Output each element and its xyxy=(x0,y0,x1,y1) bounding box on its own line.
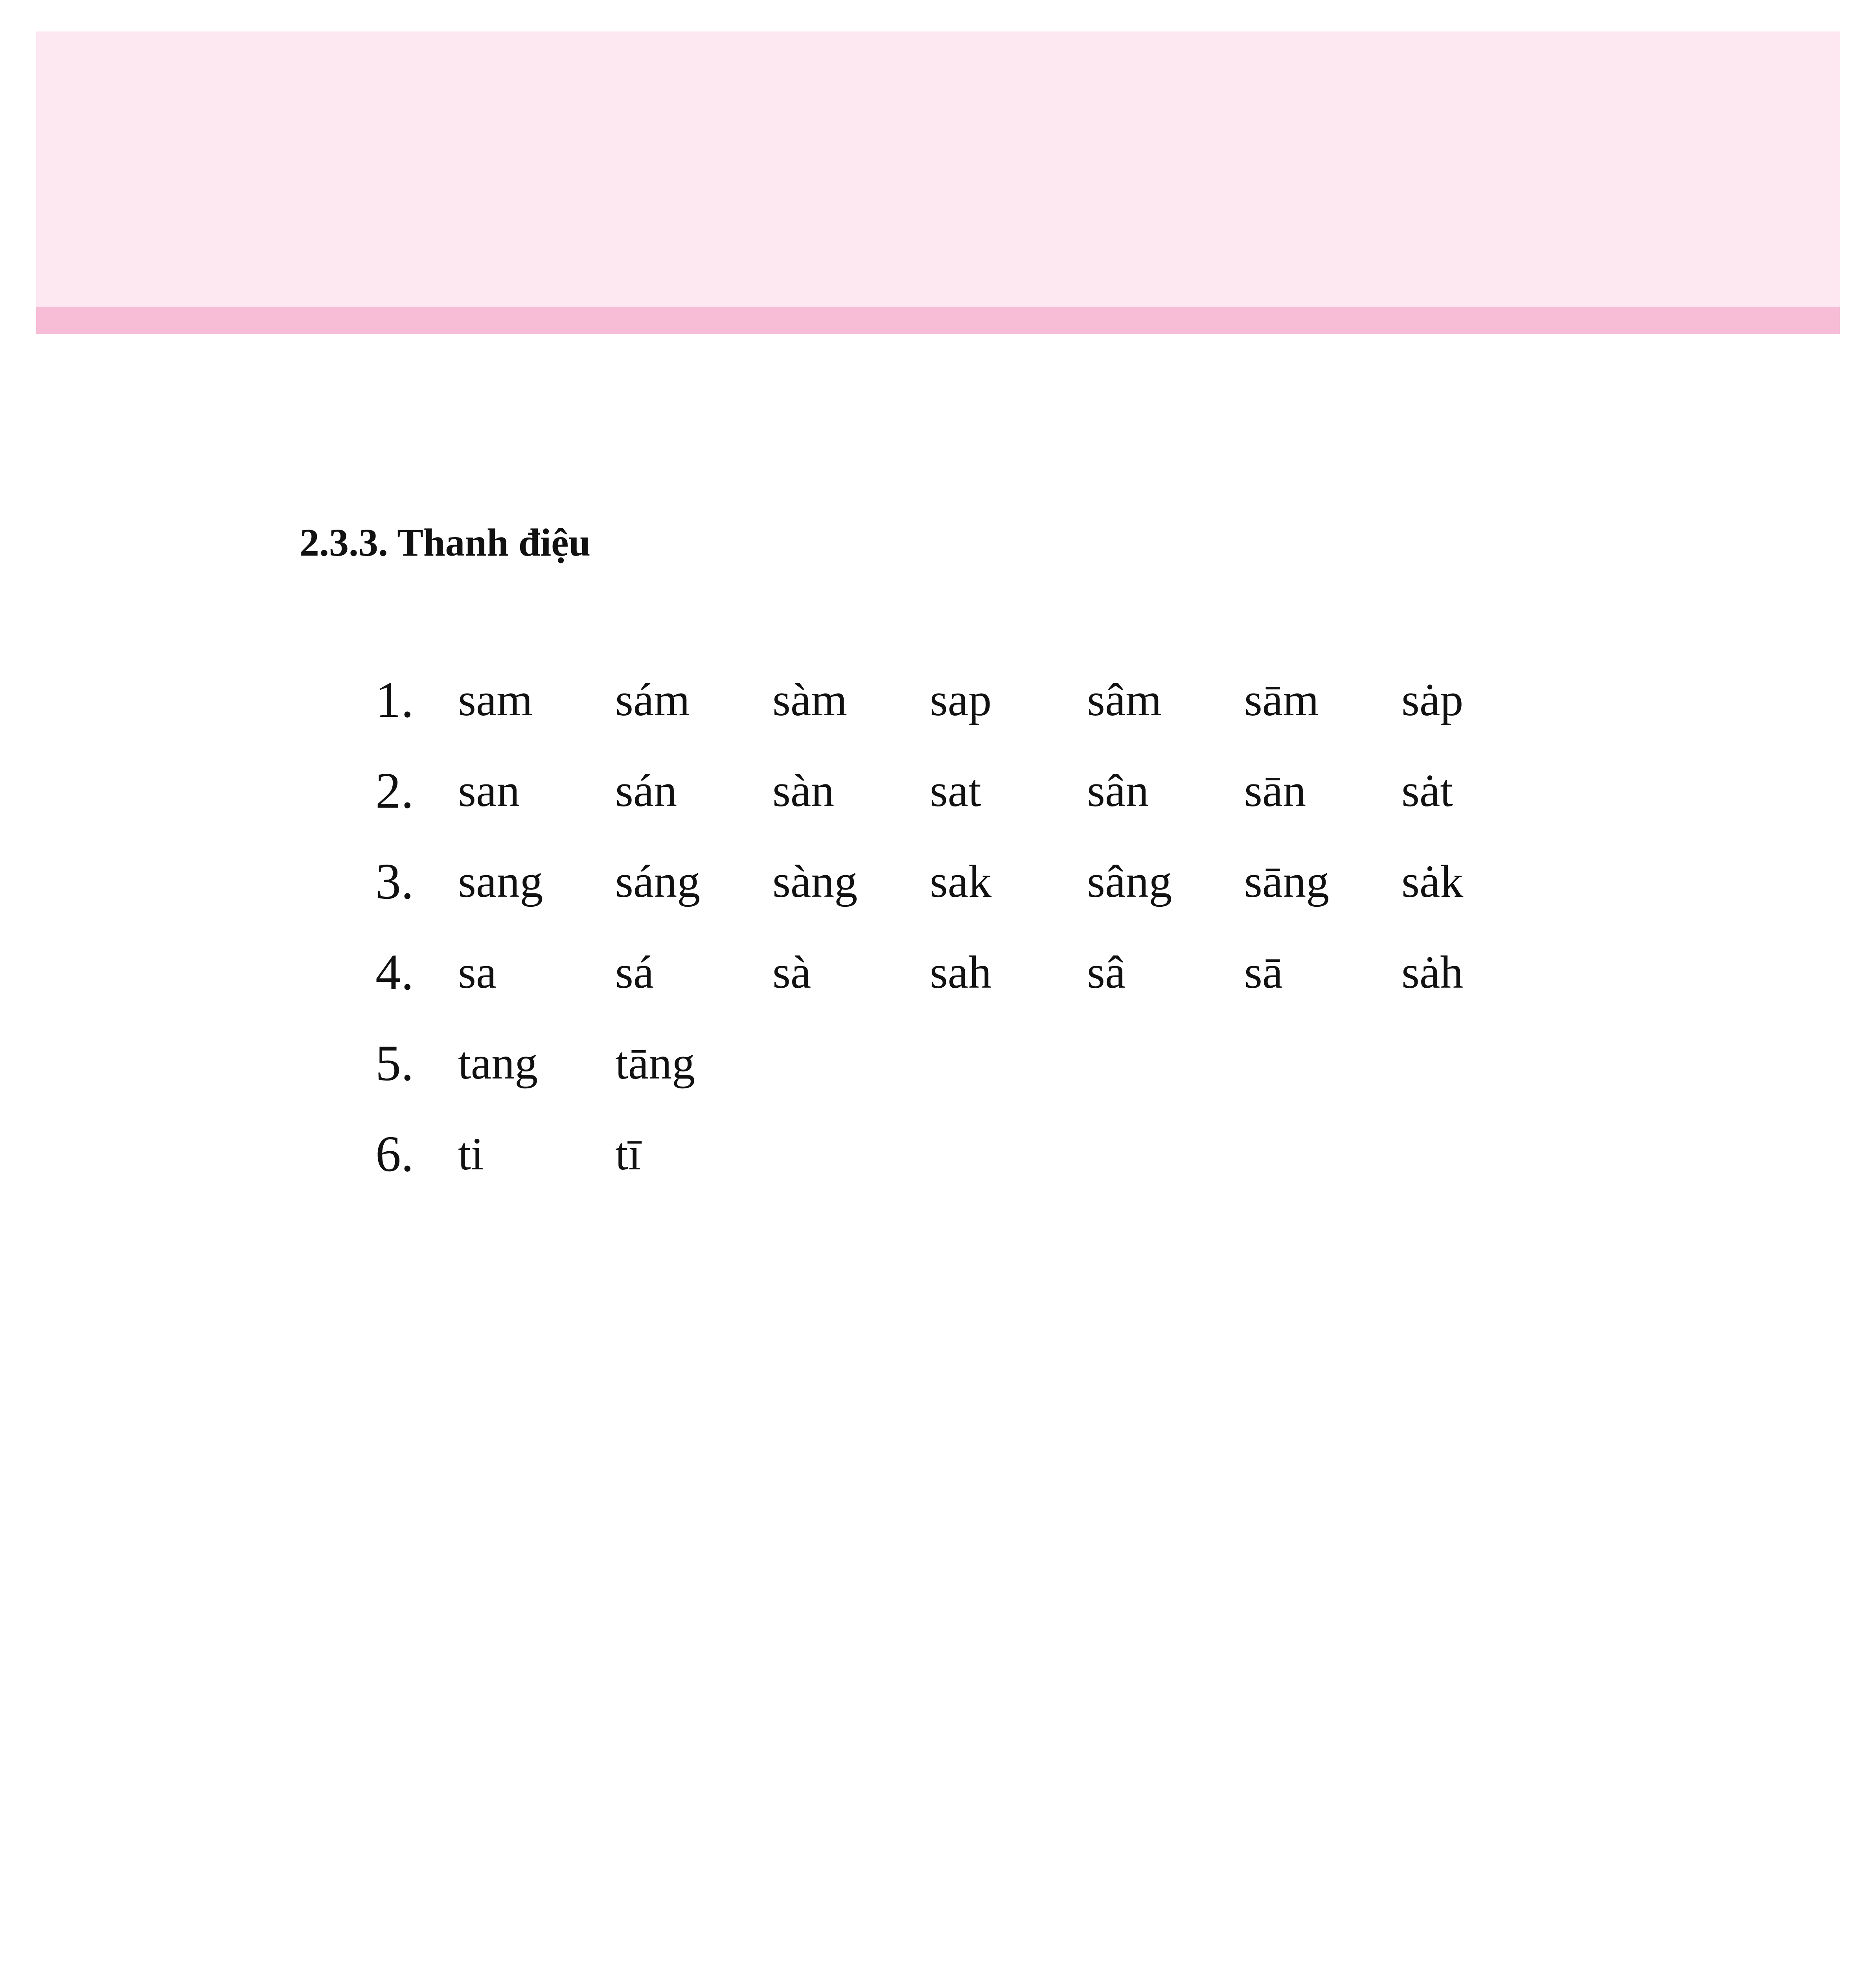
syllable: sȧp xyxy=(1401,674,1464,725)
syllable: sám xyxy=(615,674,690,725)
header-stripe xyxy=(36,307,1840,334)
section-heading: 2.3.3. Thanh điệu xyxy=(300,521,591,564)
syllable: tāng xyxy=(615,1037,695,1089)
syllable: sang xyxy=(458,856,543,907)
row-number: 2. xyxy=(375,762,414,819)
syllable: sȧt xyxy=(1401,765,1453,816)
syllable: sáng xyxy=(615,856,701,907)
syllable: sā xyxy=(1244,946,1283,998)
tone-table xyxy=(375,665,1559,1209)
syllable: sà xyxy=(772,946,811,998)
row-number: 6. xyxy=(375,1126,414,1182)
syllable: sa xyxy=(458,946,497,998)
syllable: sān xyxy=(1244,765,1306,816)
syllable: sam xyxy=(458,674,533,725)
syllable: sâ xyxy=(1087,946,1126,998)
syllable: sâng xyxy=(1087,856,1172,907)
syllable: san xyxy=(458,765,520,816)
syllable: sap xyxy=(930,674,992,725)
syllable: sām xyxy=(1244,674,1319,725)
syllable: tī xyxy=(615,1128,641,1180)
syllable: sàm xyxy=(772,674,848,725)
row-number: 3. xyxy=(375,853,414,910)
syllable: sȧh xyxy=(1401,946,1464,998)
syllable: sat xyxy=(930,765,982,816)
row-number: 1. xyxy=(375,672,414,728)
row-number: 4. xyxy=(375,944,414,1001)
syllable: sak xyxy=(930,856,992,907)
syllable: sâm xyxy=(1087,674,1162,725)
syllable: sàn xyxy=(772,765,835,816)
syllable: sȧk xyxy=(1401,856,1464,907)
syllable: sàng xyxy=(772,856,858,907)
syllable: ti xyxy=(458,1128,484,1180)
syllable: sân xyxy=(1087,765,1149,816)
syllable: tang xyxy=(458,1037,538,1089)
syllable: sah xyxy=(930,946,992,998)
row-number: 5. xyxy=(375,1035,414,1092)
syllable: sāng xyxy=(1244,856,1330,907)
header-band xyxy=(36,31,1840,307)
syllable: sá xyxy=(615,946,654,998)
syllable: sán xyxy=(615,765,677,816)
